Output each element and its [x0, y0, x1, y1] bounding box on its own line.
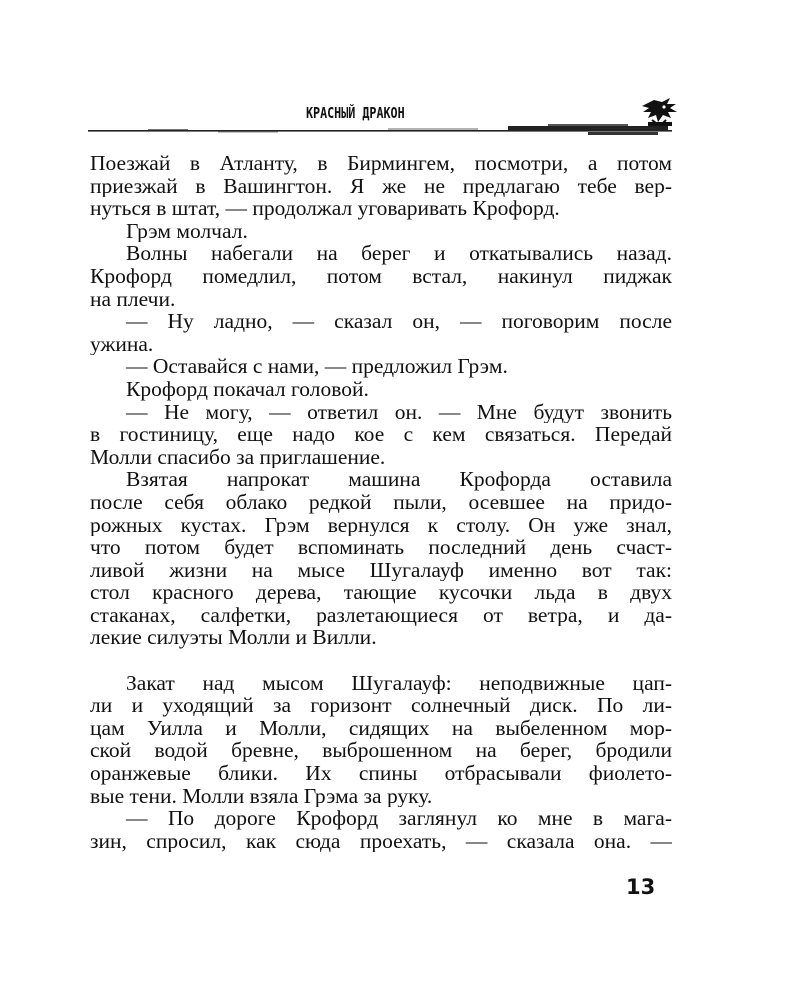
text-line: нуться в штат, — продолжал уговаривать Крофорд.	[90, 197, 560, 220]
text-line: приезжай в Вашингтон. Я же не предлагаю тебе вер-	[90, 174, 672, 198]
text-line: вые тени. Молли взяла Грэма за руку.	[90, 784, 433, 808]
header-rule	[88, 120, 672, 142]
text-line: стаканах, салфетки, разлетающиеся от ветра, и да-	[90, 603, 672, 627]
text-line: лекие силуэты Молли и Вилли.	[90, 626, 377, 650]
text-line: Крофорд покачал головой.	[126, 377, 369, 401]
text-line: ужина.	[90, 332, 154, 356]
text-line: ской водой бревне, выброшенном на берег, бродили	[90, 739, 672, 763]
text-line: Закат над мысом Шугалауф: неподвижные цап-	[126, 671, 672, 695]
page-number: 13	[626, 875, 656, 899]
body-text	[90, 152, 672, 852]
text-line: — Ну ладно, — сказал он, — поговорим после	[126, 310, 672, 333]
text-line	[90, 649, 672, 672]
text-line: стол красного дерева, тающие кусочки льда в двух	[90, 581, 672, 604]
text-line: цам Уилла и Молли, сидящих на выбеленном мор-	[90, 716, 672, 740]
running-head: КРАСНЫЙ ДРАКОН	[306, 104, 405, 122]
text-line: Взятая напрокат машина Крофорда оставила	[126, 468, 672, 491]
text-line: Поезжай в Атланту, в Бирмингем, посмотри, а потом	[90, 152, 672, 175]
text-line: что потом будет вспоминать последний день счаст-	[90, 536, 672, 559]
text-line: ли и уходящий за горизонт солнечный диск. По ли-	[90, 694, 672, 717]
text-line: Волны набегали на берег и откатывались назад.	[126, 242, 672, 265]
text-line: — Не могу, — ответил он. — Мне будут звонить	[126, 400, 672, 424]
text-line: зин, спросил, как сюда проехать, — сказала она. —	[90, 829, 672, 853]
text-line: оранжевые блики. Их спины отбрасывали фиолето-	[90, 762, 672, 785]
text-line: — Оставайся с нами, — предложил Грэм.	[126, 355, 508, 378]
text-line: Крофорд помедлил, потом встал, накинул пиджак	[90, 264, 672, 288]
text-line: Грэм молчал.	[126, 219, 248, 243]
text-line: после себя облако редкой пыли, осевшее на придо-	[90, 490, 672, 514]
text-line: рожных кустах. Грэм вернулся к столу. Он уже знал,	[90, 513, 672, 537]
text-line: Молли спасибо за приглашение.	[90, 445, 386, 469]
text-line: на плечи.	[90, 287, 176, 311]
text-line: ливой жизни на мысе Шугалауф именно вот так:	[90, 558, 672, 582]
text-line: в гостиницу, еще надо кое с кем связаться. Передай	[90, 423, 672, 446]
text-line: — По дороге Крофорд заглянул ко мне в мага-	[126, 807, 672, 830]
